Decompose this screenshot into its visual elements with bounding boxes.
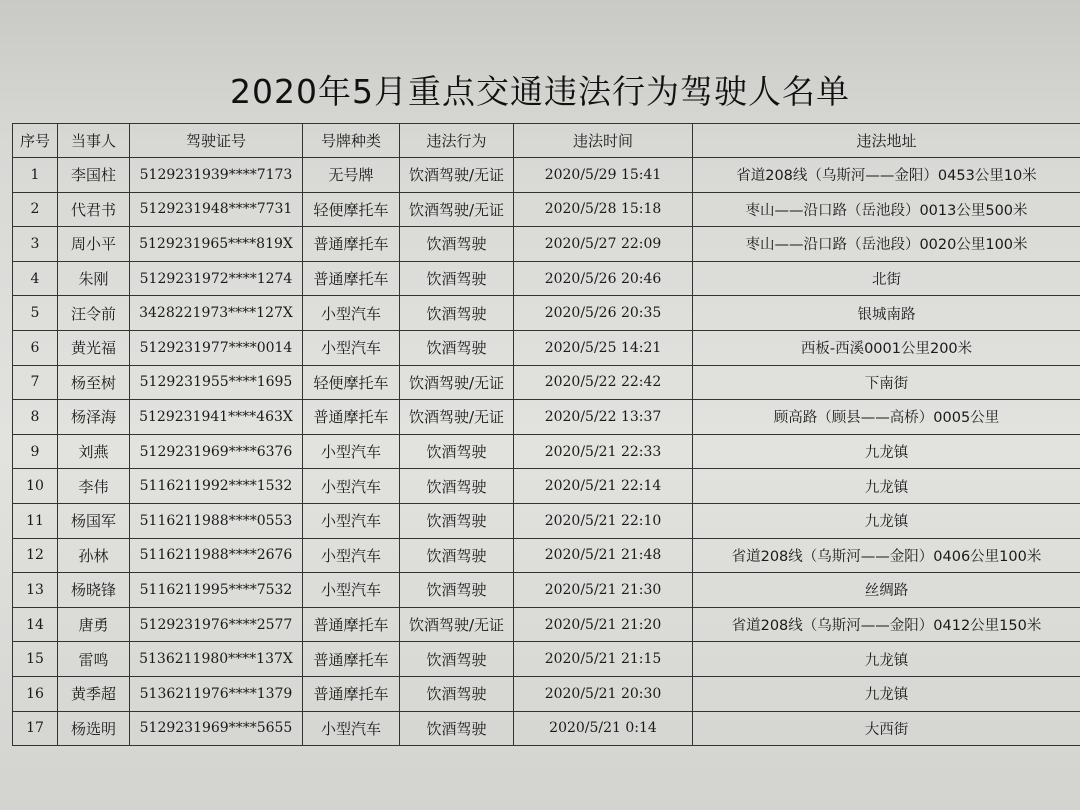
- violation-type: 饮酒驾驶: [400, 503, 514, 538]
- row-index: 2: [13, 192, 58, 227]
- violation-address: 省道208线（乌斯河——金阳）0406公里100米: [693, 538, 1080, 573]
- plate-type: 小型汽车: [303, 469, 400, 504]
- table-row: [13, 676, 1080, 711]
- violation-type: 饮酒驾驶: [400, 296, 514, 331]
- license-number: 5129231972****1274: [130, 261, 303, 296]
- row-index: 15: [13, 642, 58, 677]
- plate-type: 小型汽车: [303, 538, 400, 573]
- party-name: 李国柱: [58, 158, 130, 193]
- party-name: 杨选明: [58, 711, 130, 746]
- table-row: [13, 158, 1080, 193]
- table-row: [13, 538, 1080, 573]
- license-number: 3428221973****127X: [130, 296, 303, 331]
- row-index: 6: [13, 330, 58, 365]
- violation-address: 丝绸路: [693, 573, 1080, 608]
- violation-address: 银城南路: [693, 296, 1080, 331]
- row-index: 17: [13, 711, 58, 746]
- header-index: 序号: [13, 124, 58, 158]
- party-name: 刘燕: [58, 434, 130, 469]
- violation-time: 2020/5/26 20:46: [514, 261, 693, 296]
- license-number: 5116211988****0553: [130, 503, 303, 538]
- violation-type: 饮酒驾驶/无证: [400, 192, 514, 227]
- violation-address: 枣山——沿口路（岳池段）0013公里500米: [693, 192, 1080, 227]
- violation-time: 2020/5/21 22:33: [514, 434, 693, 469]
- header-violation: 违法行为: [400, 124, 514, 158]
- header-time: 违法时间: [514, 124, 693, 158]
- license-number: 5129231965****819X: [130, 227, 303, 262]
- party-name: 杨晓锋: [58, 573, 130, 608]
- violation-time: 2020/5/21 21:15: [514, 642, 693, 677]
- violation-time: 2020/5/22 22:42: [514, 365, 693, 400]
- page-title: 2020年5月重点交通违法行为驾驶人名单: [230, 72, 850, 111]
- violation-type: 饮酒驾驶: [400, 711, 514, 746]
- party-name: 李伟: [58, 469, 130, 504]
- violation-address: 省道208线（乌斯河——金阳）0453公里10米: [693, 158, 1080, 193]
- plate-type: 小型汽车: [303, 711, 400, 746]
- violation-type: 饮酒驾驶/无证: [400, 607, 514, 642]
- license-number: 5116211995****7532: [130, 573, 303, 608]
- violation-address: 九龙镇: [693, 434, 1080, 469]
- table-row: [13, 261, 1080, 296]
- table-row: [13, 365, 1080, 400]
- violation-address: 西板-西溪0001公里200米: [693, 330, 1080, 365]
- plate-type: 小型汽车: [303, 296, 400, 331]
- violation-address: 九龙镇: [693, 642, 1080, 677]
- violation-type: 饮酒驾驶: [400, 676, 514, 711]
- violation-type: 饮酒驾驶: [400, 227, 514, 262]
- party-name: 黄光福: [58, 330, 130, 365]
- license-number: 5129231976****2577: [130, 607, 303, 642]
- row-index: 1: [13, 158, 58, 193]
- plate-type: 轻便摩托车: [303, 365, 400, 400]
- violation-type: 饮酒驾驶: [400, 642, 514, 677]
- plate-type: 普通摩托车: [303, 400, 400, 435]
- row-index: 9: [13, 434, 58, 469]
- violation-time: 2020/5/21 21:20: [514, 607, 693, 642]
- license-number: 5136211976****1379: [130, 676, 303, 711]
- plate-type: 普通摩托车: [303, 607, 400, 642]
- violation-time: 2020/5/21 20:30: [514, 676, 693, 711]
- table-header-row: [13, 124, 1080, 158]
- plate-type: 普通摩托车: [303, 261, 400, 296]
- header-address: 违法地址: [693, 124, 1080, 158]
- license-number: 5129231969****5655: [130, 711, 303, 746]
- license-number: 5129231955****1695: [130, 365, 303, 400]
- party-name: 周小平: [58, 227, 130, 262]
- row-index: 13: [13, 573, 58, 608]
- violation-time: 2020/5/21 22:14: [514, 469, 693, 504]
- violation-time: 2020/5/27 22:09: [514, 227, 693, 262]
- plate-type: 小型汽车: [303, 573, 400, 608]
- violation-time: 2020/5/21 0:14: [514, 711, 693, 746]
- table-row: [13, 469, 1080, 504]
- license-number: 5129231939****7173: [130, 158, 303, 193]
- header-license: 驾驶证号: [130, 124, 303, 158]
- violation-type: 饮酒驾驶: [400, 538, 514, 573]
- violation-type: 饮酒驾驶/无证: [400, 365, 514, 400]
- plate-type: 小型汽车: [303, 503, 400, 538]
- party-name: 杨国军: [58, 503, 130, 538]
- violation-address: 九龙镇: [693, 503, 1080, 538]
- violation-address: 顾高路（顾县——高桥）0005公里: [693, 400, 1080, 435]
- violation-time: 2020/5/29 15:41: [514, 158, 693, 193]
- plate-type: 小型汽车: [303, 434, 400, 469]
- table-row: [13, 607, 1080, 642]
- table-row: [13, 192, 1080, 227]
- party-name: 唐勇: [58, 607, 130, 642]
- row-index: 8: [13, 400, 58, 435]
- plate-type: 小型汽车: [303, 330, 400, 365]
- party-name: 杨至树: [58, 365, 130, 400]
- row-index: 10: [13, 469, 58, 504]
- violation-type: 饮酒驾驶: [400, 469, 514, 504]
- party-name: 汪令前: [58, 296, 130, 331]
- plate-type: 无号牌: [303, 158, 400, 193]
- violation-time: 2020/5/22 13:37: [514, 400, 693, 435]
- table-row: [13, 711, 1080, 746]
- violation-time: 2020/5/25 14:21: [514, 330, 693, 365]
- violation-address: 枣山——沿口路（岳池段）0020公里100米: [693, 227, 1080, 262]
- violation-address: 北街: [693, 261, 1080, 296]
- license-number: 5136211980****137X: [130, 642, 303, 677]
- party-name: 杨泽海: [58, 400, 130, 435]
- violation-time: 2020/5/28 15:18: [514, 192, 693, 227]
- row-index: 12: [13, 538, 58, 573]
- license-number: 5129231948****7731: [130, 192, 303, 227]
- row-index: 3: [13, 227, 58, 262]
- license-number: 5116211988****2676: [130, 538, 303, 573]
- row-index: 14: [13, 607, 58, 642]
- license-number: 5116211992****1532: [130, 469, 303, 504]
- plate-type: 普通摩托车: [303, 642, 400, 677]
- violation-address: 大西街: [693, 711, 1080, 746]
- table-row: [13, 227, 1080, 262]
- license-number: 5129231969****6376: [130, 434, 303, 469]
- violation-time: 2020/5/21 22:10: [514, 503, 693, 538]
- plate-type: 轻便摩托车: [303, 192, 400, 227]
- table-row: [13, 296, 1080, 331]
- violation-type: 饮酒驾驶/无证: [400, 158, 514, 193]
- violation-type: 饮酒驾驶: [400, 573, 514, 608]
- plate-type: 普通摩托车: [303, 227, 400, 262]
- table-row: [13, 400, 1080, 435]
- party-name: 孙林: [58, 538, 130, 573]
- table-row: [13, 642, 1080, 677]
- violation-time: 2020/5/21 21:48: [514, 538, 693, 573]
- row-index: 5: [13, 296, 58, 331]
- license-number: 5129231941****463X: [130, 400, 303, 435]
- table-row: [13, 503, 1080, 538]
- violation-type: 饮酒驾驶: [400, 261, 514, 296]
- plate-type: 普通摩托车: [303, 676, 400, 711]
- party-name: 朱刚: [58, 261, 130, 296]
- violation-type: 饮酒驾驶/无证: [400, 400, 514, 435]
- table-row: [13, 330, 1080, 365]
- row-index: 4: [13, 261, 58, 296]
- license-number: 5129231977****0014: [130, 330, 303, 365]
- violation-address: 九龙镇: [693, 469, 1080, 504]
- party-name: 雷鸣: [58, 642, 130, 677]
- table-row: [13, 573, 1080, 608]
- party-name: 黄季超: [58, 676, 130, 711]
- row-index: 11: [13, 503, 58, 538]
- row-index: 7: [13, 365, 58, 400]
- violation-table: [12, 123, 1080, 746]
- violation-address: 省道208线（乌斯河——金阳）0412公里150米: [693, 607, 1080, 642]
- header-plate-type: 号牌种类: [303, 124, 400, 158]
- violation-time: 2020/5/21 21:30: [514, 573, 693, 608]
- violation-type: 饮酒驾驶: [400, 434, 514, 469]
- violation-type: 饮酒驾驶: [400, 330, 514, 365]
- violation-address: 九龙镇: [693, 676, 1080, 711]
- violation-address: 下南街: [693, 365, 1080, 400]
- table-row: [13, 434, 1080, 469]
- row-index: 16: [13, 676, 58, 711]
- header-party: 当事人: [58, 124, 130, 158]
- party-name: 代君书: [58, 192, 130, 227]
- violation-time: 2020/5/26 20:35: [514, 296, 693, 331]
